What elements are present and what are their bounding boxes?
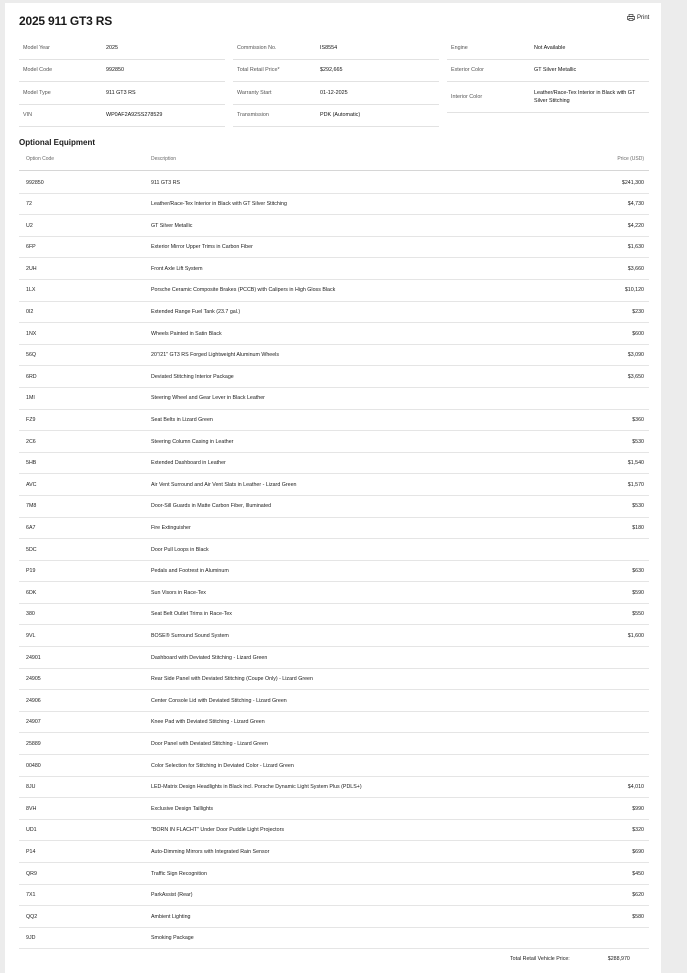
option-code: 0I2 (26, 309, 34, 316)
option-code: 6RD (26, 373, 37, 380)
spec-row (233, 60, 439, 83)
option-price: $530 (632, 503, 644, 510)
option-price: $1,600 (627, 632, 644, 639)
option-code: 9JD (26, 935, 36, 942)
table-row (19, 323, 649, 345)
table-row (19, 885, 649, 907)
table-row (19, 604, 649, 626)
option-description: GT Silver Metallic (151, 222, 193, 229)
option-code: 6FP (26, 244, 36, 251)
option-description: Rear Side Panel with Deviated Stitching (Coupe Only) - Lizard Green (151, 676, 313, 683)
table-row (19, 755, 649, 777)
option-description: 911 GT3 RS (151, 179, 181, 186)
option-price: $3,650 (627, 373, 644, 380)
spec-label: Model Type (23, 89, 51, 96)
option-price: $580 (632, 913, 644, 920)
option-price: $4,220 (627, 222, 644, 229)
option-description: Exterior Mirror Upper Trims in Carbon Fiber (151, 244, 253, 251)
header-price: Price (USD) (617, 156, 644, 162)
option-code: 24905 (26, 676, 41, 683)
option-price: $620 (632, 892, 644, 899)
spec-label: Model Code (23, 67, 53, 74)
spec-row (447, 60, 649, 83)
section-title: Optional Equipment (19, 138, 95, 147)
option-price: $550 (632, 611, 644, 618)
spec-value: GT Silver Metallic (534, 67, 577, 74)
spec-value: PDK (Automatic) (320, 112, 361, 119)
table-row (19, 863, 649, 885)
option-price: $4,010 (627, 784, 644, 791)
option-price: $230 (632, 309, 644, 316)
header-option-code: Option Code (26, 156, 55, 162)
option-code: 56Q (26, 352, 37, 359)
table-row (19, 496, 649, 518)
table-row (19, 906, 649, 928)
option-description: Fire Extinguisher (151, 525, 191, 531)
option-code: QQ2 (26, 913, 38, 920)
option-code: 00480 (26, 762, 41, 769)
option-description: Air Vent Surround and Air Vent Slats in Leather - Lizard Green (151, 481, 297, 488)
spec-row (233, 37, 439, 60)
spec-row (447, 82, 649, 113)
option-code: UD1 (26, 827, 37, 834)
option-price: $990 (632, 805, 644, 812)
option-description: Traffic Sign Recognition (151, 870, 207, 877)
option-code: P14 (26, 848, 36, 855)
window-sticker-page (5, 3, 661, 973)
option-description: Seat Belts in Lizard Green (151, 417, 213, 424)
spec-value: 992850 (106, 67, 124, 74)
table-row (19, 928, 649, 950)
option-description: Door Panel with Deviated Stitching - Lizard Green (151, 740, 268, 747)
spec-label: Total Retail Price* (237, 67, 280, 74)
option-description: Deviated Stitching Interior Package (151, 373, 234, 380)
option-description: "BORN IN FLACHT" Under Door Puddle Light Projectors (151, 827, 284, 834)
option-description: ParkAssist (Rear) (151, 892, 193, 899)
option-price: $10,120 (624, 287, 644, 294)
option-price: $360 (632, 417, 644, 424)
spec-row (233, 105, 439, 128)
option-description: Seat Belt Outlet Trims in Race-Tex (151, 611, 232, 618)
table-row (19, 215, 649, 237)
option-code: 380 (26, 611, 35, 618)
option-description: Door Pull Loops in Black (151, 546, 209, 553)
table-row (19, 625, 649, 647)
spec-column-1 (19, 37, 225, 127)
spec-row (233, 82, 439, 105)
table-row (19, 237, 649, 259)
option-code: QR9 (26, 870, 37, 877)
option-price: $1,570 (627, 481, 644, 488)
option-description: Exclusive Design Taillights (151, 805, 214, 812)
table-row (19, 410, 649, 432)
spec-label: Model Year (23, 44, 50, 51)
option-description: LED-Matrix Design Headlights in Black incl. Porsche Dynamic Light System Plus (PDLS+) (151, 784, 362, 791)
table-row (19, 366, 649, 388)
table-row (19, 345, 649, 367)
option-code: 2C6 (26, 438, 36, 445)
spec-column-2 (233, 37, 439, 127)
option-description: Porsche Ceramic Composite Brakes (PCCB) with Calipers in High Gloss Black (151, 287, 336, 294)
spec-label: Interior Color (451, 94, 483, 100)
spec-row (19, 37, 225, 60)
spec-value: Leather/Race-Tex Interior in Black with GT Silver Stitching (534, 90, 636, 104)
table-row (19, 712, 649, 734)
spec-column-3 (447, 37, 649, 113)
spec-value: IS8554 (320, 44, 338, 51)
option-description: Front Axle Lift System (151, 265, 203, 272)
spec-label: Exterior Color (451, 67, 484, 74)
option-price: $600 (632, 330, 644, 337)
table-row (19, 690, 649, 712)
option-description: BOSE® Surround Sound System (151, 632, 229, 639)
table-row (19, 172, 649, 194)
table-row (19, 561, 649, 583)
option-description: Wheels Painted in Satin Black (151, 330, 222, 337)
option-description: Ambient Lighting (151, 913, 191, 920)
spec-row (19, 60, 225, 83)
table-row (19, 798, 649, 820)
option-description: Smoking Package (151, 935, 194, 942)
option-description: Steering Column Casing in Leather (151, 438, 234, 445)
option-code: 25889 (26, 740, 41, 747)
option-description: 20"/21" GT3 RS Forged Lightweight Aluminum Wheels (151, 352, 280, 359)
spec-value: Not Available (534, 44, 566, 51)
option-description: Steering Wheel and Gear Lever in Black Leather (151, 395, 265, 402)
table-row (19, 453, 649, 475)
option-price: $320 (632, 827, 644, 834)
option-description: Dashboard with Deviated Stitching - Lizard Green (151, 654, 268, 661)
spec-row (447, 37, 649, 60)
spec-label: Engine (451, 44, 468, 51)
option-code: 992850 (26, 179, 44, 186)
option-code: 8JU (26, 784, 36, 791)
option-price: $180 (632, 525, 644, 531)
option-description: Pedals and Footrest in Aluminum (151, 568, 229, 575)
option-description: Extended Dashboard in Leather (151, 460, 226, 467)
option-price: $690 (632, 848, 644, 855)
option-price: $1,630 (627, 244, 644, 251)
option-code: 1LX (26, 287, 36, 294)
table-row (19, 194, 649, 216)
table-row (19, 302, 649, 324)
spec-label: VIN (23, 112, 32, 119)
option-code: 9VL (26, 632, 36, 639)
table-row (19, 777, 649, 799)
total-label: Total Retail Vehicle Price: (510, 956, 570, 962)
printer-icon (627, 14, 635, 21)
total-row (510, 956, 630, 962)
option-description: Center Console Lid with Deviated Stitching - Lizard Green (151, 697, 287, 704)
option-code: 8VH (26, 805, 37, 812)
option-code: 1NX (26, 330, 37, 337)
table-row (19, 733, 649, 755)
option-code: 24901 (26, 654, 41, 661)
option-code: 7M8 (26, 503, 37, 510)
option-code: 5DC (26, 546, 37, 553)
equipment-table (19, 172, 649, 949)
option-price: $450 (632, 870, 644, 877)
option-price: $3,090 (627, 352, 644, 359)
option-code: P19 (26, 568, 36, 575)
option-code: 24906 (26, 697, 41, 704)
table-row (19, 474, 649, 496)
spec-value: $292,665 (320, 67, 343, 74)
table-row (19, 539, 649, 561)
table-row (19, 518, 649, 540)
print-button[interactable] (627, 14, 649, 21)
table-row (19, 258, 649, 280)
spec-value: 01-12-2025 (320, 89, 348, 96)
header-description: Description (151, 156, 177, 162)
option-price: $590 (632, 589, 644, 596)
option-code: 1MI (26, 395, 35, 402)
page-title: 2025 911 GT3 RS (19, 14, 113, 28)
print-label: Print (637, 14, 650, 21)
option-code: FZ9 (26, 417, 36, 424)
table-row (19, 582, 649, 604)
spec-label: Warranty Start (237, 89, 272, 96)
option-code: 2UH (26, 265, 37, 272)
option-code: 24907 (26, 719, 41, 726)
option-description: Auto-Dimming Mirrors with Integrated Rain Sensor (151, 848, 270, 855)
option-description: Door-Sill Guards in Matte Carbon Fiber, Illuminated (151, 503, 272, 510)
option-price: $530 (632, 438, 644, 445)
option-code: 6DK (26, 589, 37, 596)
option-code: U2 (26, 222, 33, 229)
table-row (19, 280, 649, 302)
spec-label: Transmission (237, 112, 269, 119)
option-description: Leather/Race-Tex Interior in Black with GT Silver Stitching (151, 201, 287, 208)
option-code: 6A7 (26, 525, 36, 531)
spec-row (19, 105, 225, 128)
table-row (19, 647, 649, 669)
option-description: Extended Range Fuel Tank (23.7 gal.) (151, 309, 241, 316)
table-row (19, 841, 649, 863)
option-code: 5HB (26, 460, 37, 467)
table-row (19, 388, 649, 410)
option-description: Sun Visors in Race-Tex (151, 589, 206, 596)
spec-value: 2025 (106, 44, 118, 51)
option-description: Knee Pad with Deviated Stitching - Lizard Green (151, 719, 265, 726)
spec-value: 911 GT3 RS (106, 89, 136, 96)
table-row (19, 431, 649, 453)
table-row (19, 669, 649, 691)
table-row (19, 820, 649, 842)
option-code: 72 (26, 201, 32, 208)
total-value: $288,970 (607, 956, 630, 962)
option-code: AVC (26, 481, 37, 488)
option-price: $3,660 (627, 265, 644, 272)
option-description: Color Selection for Stitching in Deviated Color - Lizard Green (151, 762, 294, 769)
option-price: $4,730 (627, 201, 644, 208)
option-price: $630 (632, 568, 644, 575)
table-header (19, 151, 649, 171)
option-price: $1,540 (627, 460, 644, 467)
option-price: $241,300 (621, 179, 644, 186)
spec-row (19, 82, 225, 105)
option-code: 7X1 (26, 892, 36, 899)
spec-value: WP0AF2A92SS278529 (106, 112, 163, 119)
spec-label: Commission No. (237, 44, 277, 51)
